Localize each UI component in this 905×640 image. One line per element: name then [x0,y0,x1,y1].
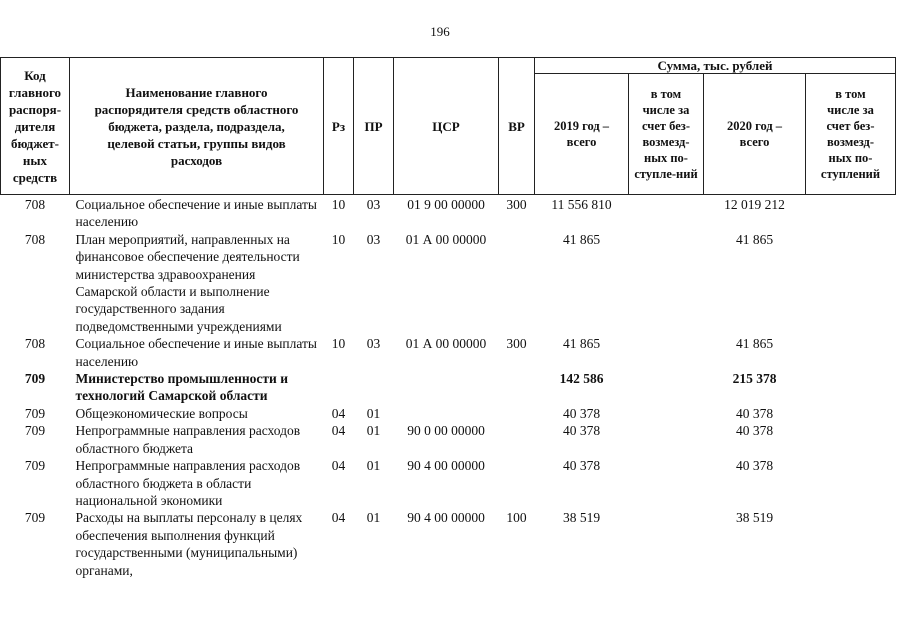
table-row [1,335,896,370]
row-csr [394,370,499,405]
row-code: 709 [24,423,46,439]
row-pr: 03 [366,231,381,247]
header-sum-2019: 2019 год – всего [535,74,629,195]
row-sum-2019: 142 586 [559,371,604,387]
header-free-2020: в том числе за счет без-возмезд-ных по-ступлений [806,74,896,195]
row-name: Непрограммные направления расходов областного бюджета в области национальной экономики [75,458,301,508]
table-row [1,405,896,422]
row-csr: 90 4 00 00000 [407,510,485,526]
row-code: 708 [24,336,46,352]
header-code-line: Код [24,67,46,83]
row-free-2020 [806,231,896,335]
row-pr: 01 [366,458,381,474]
header-code-line: средств [12,169,58,185]
header-sum-2020: 2020 год – всего [704,74,806,195]
row-pr [354,370,394,405]
row-free-2019 [629,509,704,579]
row-free-2019 [629,370,704,405]
row-vr [499,422,535,457]
header-code-line: дителя [14,118,56,134]
row-free-2020 [806,509,896,579]
row-name: Общеэкономические вопросы [75,405,248,421]
row-free-2020 [806,335,896,370]
row-sum-2019: 40 378 [562,405,601,421]
header-csr: ЦСР [394,58,499,195]
row-pr: 01 [366,510,381,526]
table-row [1,509,896,579]
row-name: Социальное обеспечение и иные выплаты населению [75,197,317,230]
row-name: Непрограммные направления расходов областного бюджета [75,423,301,456]
row-pr: 03 [366,336,381,352]
row-sum-2020: 215 378 [732,371,777,387]
table-row [1,422,896,457]
table-header [1,58,896,195]
row-code: 709 [24,405,46,421]
row-sum-2019: 41 865 [562,231,601,247]
row-csr [394,405,499,422]
table-row [1,195,896,231]
row-sum-2020: 40 378 [735,405,774,421]
row-vr: 100 [506,510,527,526]
row-free-2019 [629,195,704,231]
row-sum-2019: 40 378 [562,458,601,474]
row-vr [499,370,535,405]
row-free-2019 [629,335,704,370]
row-name: Расходы на выплаты персоналу в целях обеспечения выполнения функций государственными (муниципальными) органами, [75,510,303,578]
row-sum-2020: 40 378 [735,423,774,439]
row-code: 709 [24,371,46,387]
row-sum-2020: 12 019 212 [724,197,785,212]
header-code [1,58,70,195]
row-free-2020 [806,195,896,231]
row-rz: 04 [331,458,346,474]
row-pr: 01 [366,405,381,421]
page-number: 196 [430,24,450,39]
header-name: Наименование главного распорядителя средств областного бюджета, раздела, подраздела, целевой статьи, группы видов расходов [70,58,324,195]
table-row [1,231,896,335]
header-sum-group: Сумма, тыс. рублей [535,58,896,74]
row-free-2020 [806,370,896,405]
header-rz: Рз [324,58,354,195]
row-free-2020 [806,457,896,509]
row-code: 708 [24,231,46,247]
row-vr [499,231,535,335]
row-free-2020 [806,405,896,422]
row-csr: 90 0 00 00000 [407,423,485,439]
row-csr: 01 9 00 00000 [407,197,485,212]
header-code-line: бюджет- [10,135,59,151]
row-rz: 04 [331,423,346,439]
row-sum-2020: 41 865 [735,336,774,352]
header-code-line: ных [22,152,48,168]
header-code-line: распоря- [8,101,62,117]
row-vr: 300 [506,197,527,212]
row-code: 709 [24,458,46,474]
row-csr: 01 А 00 00000 [405,231,487,247]
row-sum-2019: 38 519 [562,510,601,526]
row-pr: 01 [366,423,381,439]
row-sum-2020: 41 865 [735,231,774,247]
row-name: Социальное обеспечение и иные выплаты населению [75,336,317,369]
row-name: Министерство промышленности и технологий Самарской области [75,371,288,404]
row-free-2019 [629,457,704,509]
table-body [1,195,896,579]
budget-table [0,57,896,579]
row-sum-2020: 40 378 [735,458,774,474]
row-sum-2019: 11 556 810 [551,197,612,212]
header-pr: ПР [354,58,394,195]
row-vr: 300 [506,336,527,352]
row-code: 708 [24,197,46,212]
row-csr: 01 А 00 00000 [405,336,487,352]
header-code-line: главного [8,84,62,100]
row-free-2019 [629,422,704,457]
row-rz: 10 [331,336,346,352]
row-pr: 03 [366,197,381,212]
row-free-2019 [629,405,704,422]
row-sum-2019: 41 865 [562,336,601,352]
table-row [1,457,896,509]
row-free-2019 [629,231,704,335]
header-free-2019: в том числе за счет без-возмезд-ных по-ступле-ний [629,74,704,195]
row-sum-2019: 40 378 [562,423,601,439]
row-rz: 10 [331,231,346,247]
row-rz: 10 [331,197,346,212]
row-csr: 90 4 00 00000 [407,458,485,474]
row-vr [499,457,535,509]
row-name: План мероприятий, направленных на финансовое обеспечение деятельности министерства здравоохранения Самарской области и выполнение государственного задания подведомственными учреждениями [75,231,300,334]
row-sum-2020: 38 519 [735,510,774,526]
table-row [1,370,896,405]
row-vr [499,405,535,422]
row-rz: 04 [331,510,346,526]
row-rz: 04 [331,405,346,421]
row-code: 709 [24,510,46,526]
header-vr: ВР [499,58,535,195]
row-free-2020 [806,422,896,457]
row-rz [324,370,354,405]
